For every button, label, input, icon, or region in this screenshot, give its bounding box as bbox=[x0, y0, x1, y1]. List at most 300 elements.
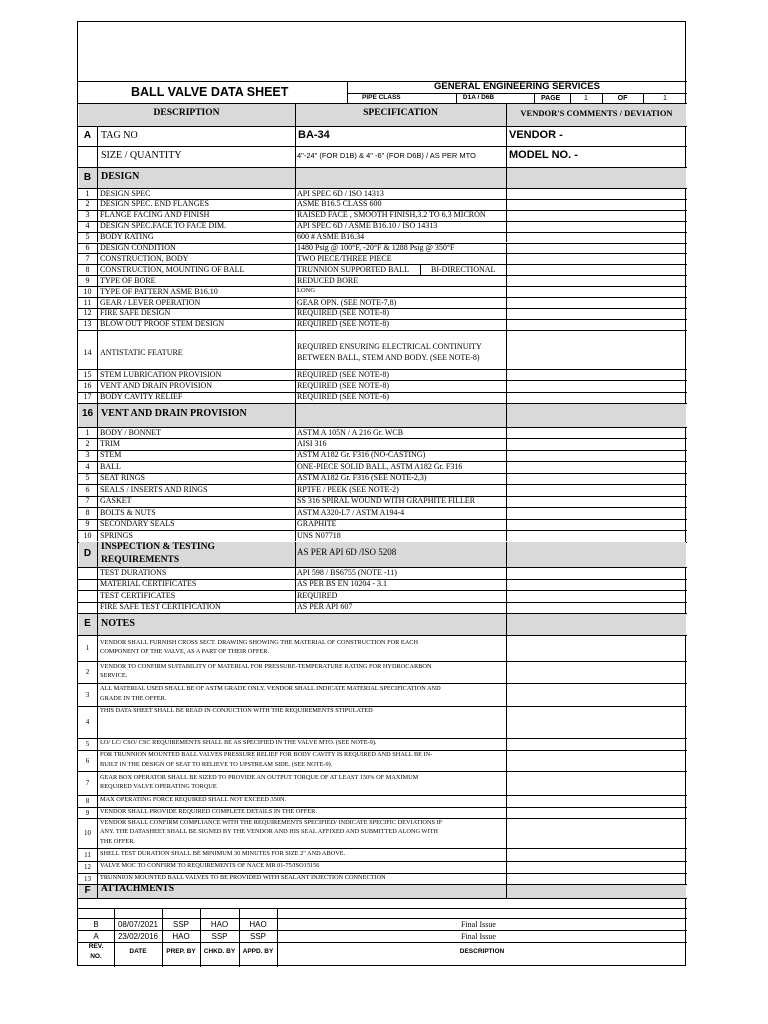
row-description: SEAT RINGS bbox=[100, 473, 145, 483]
note-number: 12 bbox=[84, 863, 91, 871]
row-description: TEST CERTIFICATES bbox=[100, 590, 176, 600]
rule bbox=[97, 530, 98, 541]
rule bbox=[78, 918, 687, 919]
note-text: GEAR BOX OPERATOR SHALL BE SIZED TO PROVIDE AN OUTPUT TORQUE OF AT LEAST 150% OF MAXIMUM bbox=[100, 773, 419, 781]
note-text: FOR TRUNNION MOUNTED BALL VALVES PRESSURE RELIEF FOR BODY CAVITY IS REQUIRED AND SHALL BE IN- bbox=[100, 751, 433, 758]
row-description: STEM bbox=[100, 450, 122, 460]
row-number: 2 bbox=[85, 199, 90, 209]
row-description: VENT AND DRAIN PROVISION bbox=[100, 380, 213, 390]
rule bbox=[97, 330, 98, 369]
rule bbox=[506, 706, 507, 738]
col-header-specification: SPECIFICATION bbox=[363, 108, 438, 118]
rule bbox=[295, 403, 296, 427]
row-specification: ASTM A 105N / A 216 Gr. WCB bbox=[297, 427, 404, 437]
rule bbox=[506, 848, 507, 861]
row-number: 16 bbox=[83, 380, 92, 390]
note-text: VENDOR SHALL CONFIRM COMPLIANCE WITH THE REQUIREMENTS SPECIFIED/ INDICATE SPECIFIC DEVIATIONS IF bbox=[100, 818, 443, 826]
rule bbox=[506, 738, 507, 750]
col-header-description: DESCRIPTION bbox=[153, 108, 220, 118]
row-number: 8 bbox=[85, 264, 90, 274]
revision-checked-by: SSP bbox=[211, 931, 228, 941]
rule bbox=[295, 308, 296, 319]
rule bbox=[97, 818, 98, 848]
section-16-number: 16 bbox=[81, 408, 94, 419]
rule bbox=[97, 126, 98, 167]
rule bbox=[295, 253, 296, 264]
rule bbox=[295, 507, 296, 518]
row-number: 7 bbox=[85, 253, 90, 263]
row-specification: ONE-PIECE SOLID BALL, ASTM A182 Gr. F316 bbox=[297, 461, 463, 471]
row-number: 11 bbox=[83, 297, 92, 307]
row-description: FIRE SAFE DESIGN bbox=[100, 308, 171, 318]
row-description: CONSTRUCTION, BODY bbox=[100, 253, 189, 263]
note-text: VENDOR TO CONFIRM SUITABILITY OF MATERIAL FOR PRESSURE-TEMPERATURE RATING FOR HYDROCARBON bbox=[100, 662, 432, 670]
section-f-title: ATTACHMENTS bbox=[101, 884, 175, 894]
row-description: DESIGN SPEC.FACE TO FACE DIM. bbox=[100, 221, 227, 231]
row-description: BALL bbox=[100, 461, 121, 471]
row-number: 13 bbox=[83, 319, 92, 329]
rule bbox=[200, 908, 201, 918]
note-text: LO/ LC/ CSO/ CSC REQUIREMENTS SHALL BE AS SPECIFIED IN THE VALVE MTO. (SEE NOTE-9). bbox=[100, 739, 377, 747]
row-specification: LONG bbox=[297, 286, 316, 294]
rule bbox=[506, 484, 507, 495]
page-number: 1 bbox=[584, 95, 588, 102]
rule bbox=[506, 473, 507, 484]
rule bbox=[295, 297, 296, 308]
row-specification: ASTM A182 Gr. F316 (SEE NOTE-2,3) bbox=[297, 473, 427, 483]
row-specification: REDUCED BORE bbox=[297, 275, 359, 285]
rule bbox=[97, 427, 98, 438]
rule bbox=[97, 264, 98, 275]
rev-header: NO. bbox=[90, 953, 102, 960]
rule bbox=[506, 126, 507, 167]
checked-header: CHKD. BY bbox=[203, 948, 236, 955]
note-row bbox=[78, 683, 687, 684]
note-number: 2 bbox=[85, 668, 90, 676]
rule bbox=[114, 908, 115, 918]
row-specification: 1480 Psig @ 100°F, -20°F & 1288 Psig @ 350°F bbox=[297, 243, 455, 252]
row-description: CONSTRUCTION, MOUNTING OF BALL bbox=[100, 264, 245, 274]
section-d-title: REQUIREMENTS bbox=[101, 555, 180, 565]
rule bbox=[506, 461, 507, 472]
date-header: DATE bbox=[129, 948, 147, 955]
revision-prepared-by: HAO bbox=[172, 931, 190, 941]
note-row bbox=[78, 848, 687, 849]
row-specification: TRUNNION SUPPORTED BALL bbox=[297, 264, 409, 274]
sheet-title: BALL VALVE DATA SHEET bbox=[131, 85, 289, 99]
rule bbox=[506, 286, 507, 297]
rule bbox=[506, 392, 507, 403]
row-description: STEM LUBRICATION PROVISION bbox=[100, 369, 222, 379]
row-specification: BETWEEN BALL, STEM AND BODY. (SEE NOTE-8) bbox=[297, 353, 480, 362]
pipe-class-label: PIPE CLASS bbox=[362, 94, 401, 101]
rule bbox=[295, 188, 296, 199]
row-number: 1 bbox=[85, 427, 90, 437]
table-row bbox=[78, 275, 687, 276]
rule bbox=[506, 795, 507, 807]
col-header-vendor: VENDOR'S COMMENTS / DEVIATION bbox=[520, 108, 673, 118]
rule bbox=[295, 380, 296, 391]
row-specification: REQUIRED (SEE NOTE-8) bbox=[297, 369, 389, 379]
note-text: BUILT IN THE DESIGN OF SEAT TO RELIEVE TO UPSTREAM SIDE. (SEE NOTE-9). bbox=[100, 760, 333, 768]
rule bbox=[97, 738, 98, 750]
rule bbox=[97, 873, 98, 884]
row-description: SEALS / INSERTS AND RINGS bbox=[100, 484, 208, 494]
rule bbox=[295, 579, 296, 591]
rule bbox=[97, 771, 98, 795]
rule bbox=[97, 567, 98, 579]
rule bbox=[97, 484, 98, 495]
rule bbox=[295, 264, 296, 275]
row-description: BLOW OUT PROOF STEM DESIGN bbox=[100, 319, 225, 329]
row-description: TYPE OF PATTERN ASME B16.10 bbox=[100, 286, 218, 296]
rule bbox=[97, 613, 98, 635]
rule bbox=[506, 807, 507, 818]
row-description: SECONDARY SEALS bbox=[100, 519, 175, 529]
rule bbox=[295, 530, 296, 541]
row-number: 4 bbox=[85, 461, 90, 471]
rule bbox=[97, 210, 98, 221]
rule bbox=[97, 661, 98, 683]
row-description: GEAR / LEVER OPERATION bbox=[100, 297, 201, 307]
row-description: FIRE SAFE TEST CERTIFICATION bbox=[100, 602, 221, 611]
rule bbox=[97, 807, 98, 818]
row-specification: UNS N07718 bbox=[297, 530, 341, 540]
rule bbox=[97, 507, 98, 518]
rule bbox=[506, 683, 507, 706]
rule bbox=[97, 750, 98, 771]
row-description: TRIM bbox=[100, 438, 120, 448]
page-total: 1 bbox=[663, 95, 667, 102]
row-number: 15 bbox=[83, 369, 92, 379]
note-text: SHELL TEST DURATION SHALL BE MINIMUM 30 MINUTES FOR SIZE 2" AND ABOVE. bbox=[100, 849, 346, 857]
row-number: 9 bbox=[85, 519, 90, 529]
rule bbox=[295, 243, 296, 254]
revision-number: A bbox=[93, 931, 99, 941]
row-specification: RAISED FACE , SMOOTH FINISH,3.2 TO 6.3 MICRON bbox=[297, 210, 486, 220]
company-name: GENERAL ENGINEERING SERVICES bbox=[434, 81, 600, 92]
note-text: VENDOR SHALL PROVIDE REQUIRED COMPLETE DETAILS IN THE OFFER. bbox=[100, 807, 317, 815]
row-number: 17 bbox=[83, 392, 92, 402]
row-number: 14 bbox=[83, 348, 92, 357]
revision-checked-by: HAO bbox=[210, 919, 229, 929]
row-number: 10 bbox=[83, 286, 92, 296]
rule bbox=[97, 403, 98, 427]
row-description: GASKET bbox=[100, 496, 132, 506]
rule bbox=[347, 93, 348, 103]
note-text: ANY. THE DATASHEET SHALL BE SIGNED BY THE VENDOR AND HIS SEAL AFFIXED AND SUBMITTED ALONG WITH bbox=[100, 828, 438, 836]
rule bbox=[97, 369, 98, 380]
rule bbox=[97, 232, 98, 243]
row-specification: API SPEC 6D / ISO 14313 bbox=[297, 188, 384, 198]
row-extra: BI-DIRECTIONAL bbox=[431, 264, 496, 274]
top-mark bbox=[184, 21, 616, 22]
page-label: PAGE bbox=[541, 95, 561, 102]
rule bbox=[295, 286, 296, 297]
rule bbox=[97, 221, 98, 232]
prepared-header: PREP. BY bbox=[166, 948, 196, 955]
row-specification: TWO PIECE/THREE PIECE bbox=[297, 253, 392, 263]
rule bbox=[506, 275, 507, 286]
rule bbox=[97, 167, 98, 188]
row-specification: SS 316 SPIRAL WOUND WITH GRAPHITE FILLER bbox=[297, 496, 476, 506]
section-d-spec: AS PER API 6D /ISO 5208 bbox=[297, 547, 397, 557]
rule bbox=[295, 232, 296, 243]
rule bbox=[420, 264, 421, 275]
note-text: REQUIRED VALVE OPERATING TORQUE bbox=[100, 783, 217, 790]
revision-description: Final Issue bbox=[461, 919, 496, 929]
row-specification: REQUIRED (SEE NOTE-6) bbox=[297, 392, 389, 402]
note-text: COMPONENT OF THE VALVE, AS A PART OF THEIR OFFER. bbox=[100, 648, 270, 655]
rule bbox=[97, 519, 98, 530]
section-e-letter: E bbox=[84, 618, 91, 629]
rule bbox=[506, 613, 507, 635]
rule bbox=[295, 427, 296, 438]
rule bbox=[506, 369, 507, 380]
rule bbox=[97, 496, 98, 507]
rule bbox=[97, 286, 98, 297]
rule bbox=[506, 403, 507, 427]
rule bbox=[506, 579, 507, 591]
rule bbox=[506, 530, 507, 541]
rule bbox=[295, 590, 296, 602]
rule bbox=[97, 438, 98, 449]
row-number: 8 bbox=[85, 507, 90, 517]
rule bbox=[506, 873, 507, 884]
section-e-title: NOTES bbox=[101, 618, 135, 629]
note-number: 8 bbox=[85, 797, 90, 805]
rule bbox=[277, 930, 278, 942]
rule bbox=[78, 908, 687, 909]
row-number: 5 bbox=[85, 473, 90, 483]
rule bbox=[506, 771, 507, 795]
size-value: 4"-24" (FOR D1B) & 4" -6" (FOR D6B) / AS PER MTO bbox=[297, 151, 476, 160]
row-description: TEST DURATIONS bbox=[100, 567, 167, 577]
rule bbox=[295, 484, 296, 495]
note-text: TRUNNION MOUNTED BALL VALVES TO BE PROVIDED WITH SEALANT INJECTION CONNECTION bbox=[100, 873, 386, 881]
rule bbox=[295, 602, 296, 614]
rule bbox=[97, 473, 98, 484]
rule bbox=[97, 392, 98, 403]
rule bbox=[506, 264, 507, 275]
rule bbox=[506, 330, 507, 369]
rule bbox=[97, 683, 98, 706]
row-number: 7 bbox=[85, 496, 90, 506]
note-text: MAX OPERATING FORCE REQUIRED SHALL NOT EXCEED 350N. bbox=[100, 796, 287, 804]
row-number: 3 bbox=[85, 210, 90, 220]
rev-header: REV. bbox=[88, 943, 104, 950]
rule bbox=[506, 635, 507, 661]
rule bbox=[506, 232, 507, 243]
section-d-letter: D bbox=[83, 548, 92, 559]
rule bbox=[295, 450, 296, 461]
row-number: 5 bbox=[85, 232, 90, 242]
row-specification: AS PER BS EN 10204 - 3.1 bbox=[297, 579, 388, 588]
rule bbox=[506, 188, 507, 199]
note-row bbox=[78, 661, 687, 662]
rule bbox=[506, 438, 507, 449]
row-description: BODY RATING bbox=[100, 232, 154, 242]
rule bbox=[506, 167, 507, 188]
rule bbox=[78, 126, 687, 127]
table-row bbox=[78, 530, 687, 531]
rule bbox=[295, 567, 296, 579]
rule bbox=[506, 427, 507, 438]
rule bbox=[506, 380, 507, 391]
row-specification: ASTM A320-L7 / ASTM A194-4 bbox=[297, 507, 405, 517]
rule bbox=[506, 253, 507, 264]
revision-date: 08/07/2021 bbox=[117, 919, 159, 929]
row-number: 3 bbox=[85, 450, 90, 460]
model-label: MODEL NO. - bbox=[509, 149, 578, 161]
rule bbox=[97, 297, 98, 308]
note-number: 1 bbox=[85, 644, 90, 652]
of-label: OF bbox=[617, 95, 628, 102]
rule bbox=[97, 861, 98, 873]
revision-prepared-by: SSP bbox=[172, 919, 189, 929]
row-specification: ASME B16.5 CLASS 600 bbox=[297, 199, 382, 209]
rule bbox=[506, 507, 507, 518]
rule bbox=[506, 884, 507, 898]
row-specification: ASTM A182 Gr. F316 (NO-CASTING) bbox=[297, 450, 426, 460]
row-specification: GEAR OPN. (SEE NOTE-7,8) bbox=[297, 297, 397, 307]
note-number: 5 bbox=[85, 740, 90, 748]
tag-label: TAG NO bbox=[101, 130, 138, 141]
note-number: 7 bbox=[85, 779, 90, 787]
size-label: SIZE / QUANTITY bbox=[101, 150, 182, 161]
row-number: 12 bbox=[83, 308, 92, 318]
rule bbox=[97, 450, 98, 461]
row-description: ANTISTATIC FEATURE bbox=[100, 348, 183, 357]
rule bbox=[277, 908, 278, 918]
rule bbox=[506, 750, 507, 771]
rule bbox=[97, 848, 98, 861]
note-text: GRADE IN THE OFFER. bbox=[100, 694, 167, 702]
rule bbox=[295, 319, 296, 330]
rule bbox=[295, 210, 296, 221]
revision-date: 23/02/2016 bbox=[117, 931, 159, 941]
note-number: 3 bbox=[85, 690, 90, 699]
row-description: DESIGN CONDITION bbox=[100, 243, 176, 252]
rule bbox=[295, 330, 296, 369]
rule bbox=[506, 221, 507, 232]
rule bbox=[295, 519, 296, 530]
row-number: 10 bbox=[83, 530, 92, 540]
note-number: 11 bbox=[84, 850, 91, 859]
rule bbox=[97, 308, 98, 319]
rule bbox=[506, 319, 507, 330]
data-sheet bbox=[77, 21, 686, 966]
rule bbox=[97, 706, 98, 738]
note-number: 9 bbox=[85, 808, 90, 817]
revision-row bbox=[78, 942, 687, 943]
section-16-title: VENT AND DRAIN PROVISION bbox=[101, 408, 247, 419]
note-text: VALVE MOC TO CONFIRM TO REQUIREMENTS OF NACE MR 01-75/ISO15156 bbox=[100, 862, 320, 870]
row-description: TYPE OF BORE bbox=[100, 275, 156, 285]
rule bbox=[162, 908, 163, 918]
rule bbox=[506, 818, 507, 848]
row-specification: API SPEC 6D / ASME B16.10 / ISO 14313 bbox=[297, 221, 438, 231]
rule bbox=[295, 275, 296, 286]
rule bbox=[506, 590, 507, 602]
row-specification: GRAPHITE bbox=[297, 519, 337, 529]
note-number: 6 bbox=[85, 756, 90, 765]
rule bbox=[506, 861, 507, 873]
table-row bbox=[78, 330, 687, 331]
rule bbox=[295, 496, 296, 507]
section-b-shade bbox=[79, 168, 686, 188]
note-number: 4 bbox=[85, 718, 90, 726]
description-header: DESCRIPTION bbox=[459, 948, 505, 955]
revision-description: Final Issue bbox=[461, 931, 496, 941]
rule bbox=[506, 567, 507, 579]
rule bbox=[295, 167, 296, 188]
rule bbox=[506, 199, 507, 210]
row-description: BODY CAVITY RELIEF bbox=[100, 392, 183, 402]
rule bbox=[295, 369, 296, 380]
row-number: 1 bbox=[85, 188, 90, 198]
rule bbox=[97, 542, 98, 567]
revision-approved-by: SSP bbox=[249, 931, 266, 941]
row-description: BODY / BONNET bbox=[100, 427, 162, 437]
rule bbox=[97, 253, 98, 264]
row-number: 4 bbox=[85, 221, 90, 231]
row-specification: 600 # ASME B16.34 bbox=[297, 232, 365, 242]
rule bbox=[295, 542, 296, 567]
rule bbox=[97, 884, 98, 898]
section-f-letter: F bbox=[84, 885, 91, 896]
rule bbox=[506, 450, 507, 461]
rule bbox=[295, 473, 296, 484]
row-description: FLANGE FACING AND FINISH bbox=[100, 210, 210, 220]
rule bbox=[506, 243, 507, 254]
rule bbox=[506, 210, 507, 221]
rule bbox=[97, 319, 98, 330]
rule bbox=[97, 590, 98, 602]
row-specification: REQUIRED (SEE NOTE-8) bbox=[297, 380, 389, 390]
row-specification: REQUIRED ENSURING ELECTRICAL CONTINUITY bbox=[297, 342, 482, 351]
row-number: 2 bbox=[85, 438, 90, 448]
rule bbox=[239, 908, 240, 918]
note-text: VENDOR SHALL FURNISH CROSS SECT. DRAWING SHOWING THE MATERIAL OF CONSTRUCTION FOR EACH bbox=[100, 638, 419, 646]
rule bbox=[78, 635, 687, 636]
section-b-letter: B bbox=[83, 172, 92, 183]
note-number: 13 bbox=[84, 874, 91, 883]
rule bbox=[97, 635, 98, 661]
table-row bbox=[78, 438, 687, 439]
note-text: THE OFFER. bbox=[100, 837, 135, 845]
row-specification: RPTFE / PEEK (SEE NOTE-2) bbox=[297, 484, 399, 494]
rule bbox=[506, 602, 507, 614]
row-description: DESIGN SPEC bbox=[100, 188, 151, 198]
rule bbox=[277, 918, 278, 930]
row-description: DESIGN SPEC. END FLANGES bbox=[100, 199, 209, 209]
rule bbox=[97, 243, 98, 254]
note-number: 10 bbox=[84, 829, 91, 837]
rule bbox=[97, 602, 98, 614]
vendor-label: VENDOR - bbox=[509, 129, 563, 141]
note-text: THIS DATA SHEET SHALL BE READ IN CONJUCTION WITH THE REQUIREMENTS STIPULATED bbox=[100, 707, 373, 714]
section-d-title: INSPECTION & TESTING bbox=[101, 542, 215, 552]
rule bbox=[295, 199, 296, 210]
rule bbox=[97, 199, 98, 210]
revision-number: B bbox=[93, 919, 99, 929]
row-specification: AISI 316 bbox=[297, 438, 327, 448]
revision-approved-by: HAO bbox=[249, 919, 267, 929]
rule bbox=[97, 461, 98, 472]
section-e-shade bbox=[79, 614, 686, 635]
table-row bbox=[78, 232, 687, 233]
